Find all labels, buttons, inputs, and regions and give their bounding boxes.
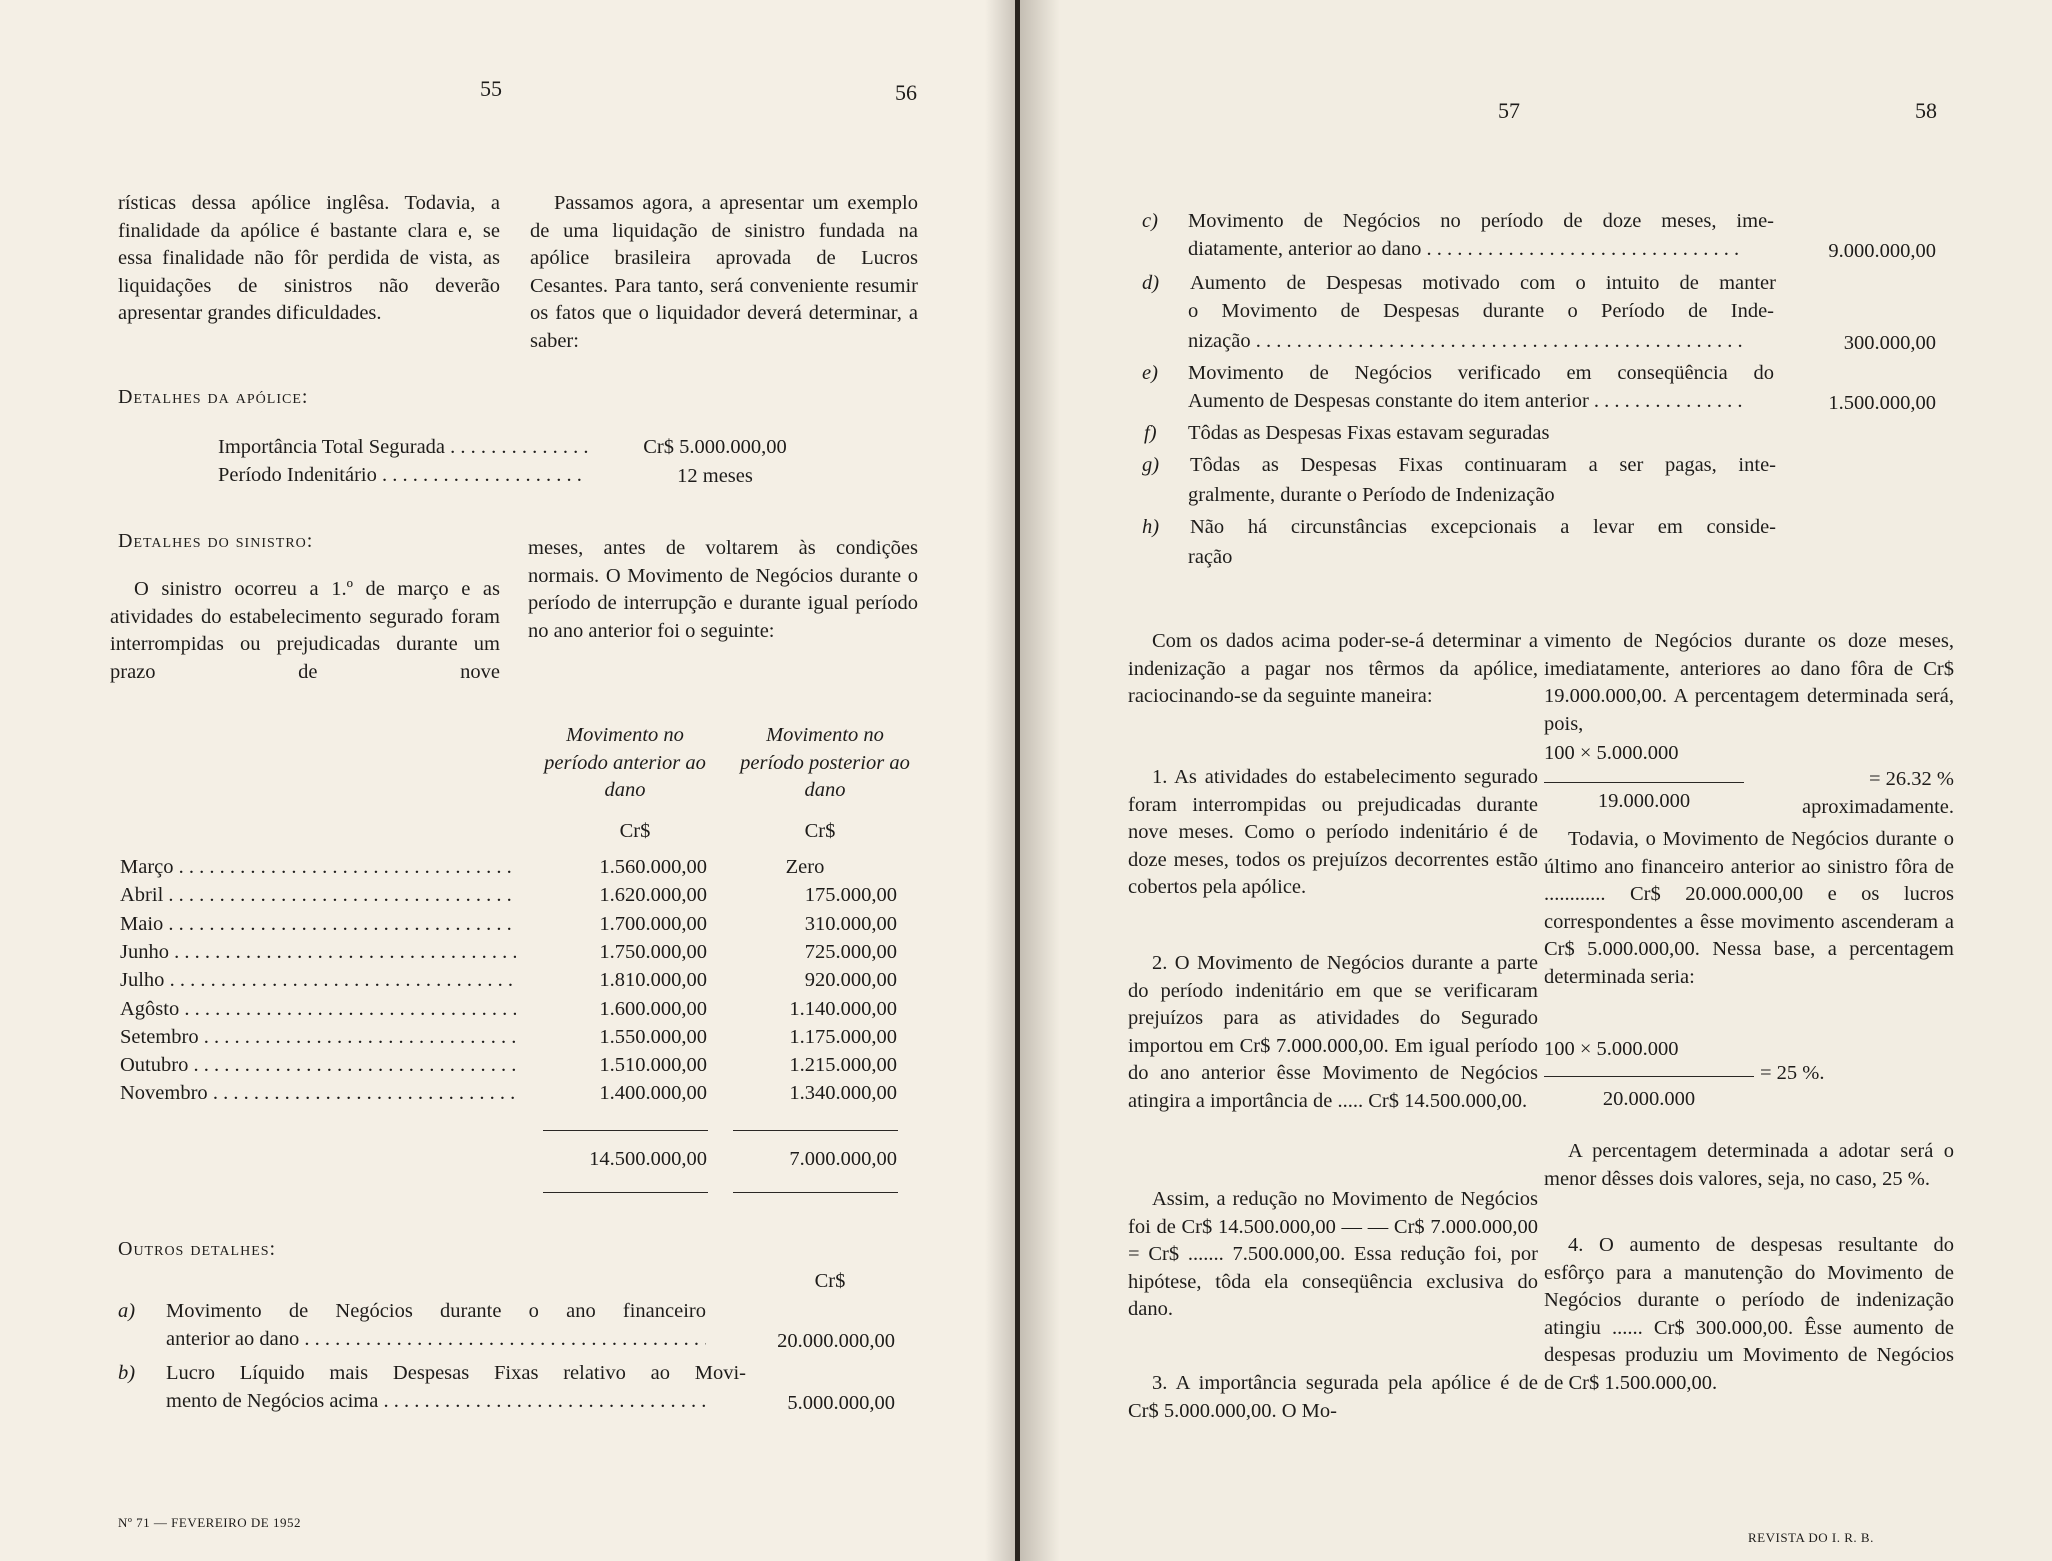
table-row-month: Março . . . xyxy=(120,854,516,881)
table-cell-before: 1.510.000,00 xyxy=(599,1054,707,1076)
item-d-value: 300.000,00 xyxy=(1843,332,1936,354)
item-e-value: 1.500.000,00 xyxy=(1828,392,1936,414)
table-row-month: Setembro . . . xyxy=(120,1024,516,1051)
table-row-month: Maio . . . xyxy=(120,911,516,938)
table-cell-before: 1.700.000,00 xyxy=(599,913,707,935)
table-rule xyxy=(543,1130,708,1131)
table-cell-before: 1.600.000,00 xyxy=(599,998,707,1020)
table-total-after: 7.000.000,00 xyxy=(789,1148,897,1170)
item-d-line2: o Movimento de Despesas durante o Período de Inde- xyxy=(1188,300,1774,322)
other-details-currency: Cr$ xyxy=(814,1270,846,1292)
item-b-line1: Lucro Líquido mais Despesas Fixas relativo ao Movi- xyxy=(166,1362,746,1384)
table-cell-after: 1.340.000,00 xyxy=(789,1082,897,1104)
table-cell-after: 175.000,00 xyxy=(804,884,897,906)
fraction-2-result: = 25 %. xyxy=(1760,1062,1825,1084)
item-e-line2: Aumento de Despesas constante do item anterior . . . xyxy=(1188,388,1744,415)
table-cell-after: Zero xyxy=(785,856,825,878)
fraction-1-denominator: 19.000.000 xyxy=(1597,790,1691,812)
policy-row-label: Importância Total Segurada . . . xyxy=(218,434,588,461)
item-a-line2: anterior ao dano . . . xyxy=(166,1326,706,1353)
claim-column-2: meses, antes de voltarem às condições normais. O Movimento de Negócios durante o período de interrupção e durante igual período no ano anterior foi o seguinte: xyxy=(528,537,918,642)
item-h-line2: ração xyxy=(1188,546,1233,568)
table-header-after: Movimento no período posterior ao dano xyxy=(740,724,910,801)
table-cell-after: 1.175.000,00 xyxy=(789,1026,897,1048)
analysis-col1-p2: 1. As atividades do estabelecimento segurado foram interrompidas ou prejudicadas durante nove meses. Como o período indenitário é de doze meses, todos os prejuízos decorrentes estão cobertos pela apólice. xyxy=(1128,766,1538,898)
left-page xyxy=(0,0,1015,1561)
table-row-month: Junho . . . xyxy=(120,939,516,966)
item-b-letter: b) xyxy=(118,1362,136,1384)
table-rule xyxy=(733,1192,898,1193)
table-cell-before: 1.620.000,00 xyxy=(599,884,707,906)
analysis-col1-p1: Com os dados acima poder-se-á determinar a indenização a pagar nos têrmos da apólice, raciocinando-se da seguinte maneira: xyxy=(1128,630,1538,707)
page-number-57: 57 xyxy=(1498,98,1520,123)
table-currency-before: Cr$ xyxy=(619,820,651,842)
table-cell-after: 1.140.000,00 xyxy=(789,998,897,1020)
item-h-letter: h) xyxy=(1142,516,1160,538)
page-number-58: 58 xyxy=(1915,98,1937,123)
table-rule xyxy=(543,1192,708,1193)
item-e-line1: Movimento de Negócios verificado em conseqüência do xyxy=(1188,362,1774,384)
left-footer: Nº 71 — FEVEREIRO DE 1952 xyxy=(118,1515,301,1530)
analysis-col1-p4: Assim, a redução no Movimento de Negócios foi de Cr$ 14.500.000,00 — — Cr$ 7.000.000,00 = Cr$ ....... 7.500.000,00. Essa redução foi, por hipótese, tôda ela conseqüência exclusiva do dano. xyxy=(1128,1188,1538,1320)
item-a-value: 20.000.000,00 xyxy=(777,1330,895,1352)
fraction-2-denominator: 20.000.000 xyxy=(1602,1088,1696,1110)
table-row-month: Agôsto . . . xyxy=(120,996,516,1023)
intro-column-2: Passamos agora, a apresentar um exemplo de uma liquidação de sinistro fundada na apólice brasileira aprovada de Lucros Cesantes. Para tanto, será conveniente resumir os fatos que o liquidador deverá determinar, a saber: xyxy=(530,192,918,352)
item-h-line1: Não há circunstâncias excepcionais a levar em conside- xyxy=(1190,516,1776,538)
table-cell-after: 310.000,00 xyxy=(804,913,897,935)
analysis-col1-p5: 3. A importância segurada pela apólice é de Cr$ 5.000.000,00. O Mo- xyxy=(1128,1372,1538,1422)
analysis-col2-p4: 4. O aumento de despesas resultante do esfôrço para a manutenção do Movimento de Negócios durante o período de indenização atingiu ...... Cr$ 300.000,00. Êsse aumento de despesas produziu um Movimento de Negócios de Cr$ 1.500.000,00. xyxy=(1544,1234,1954,1394)
table-header-before: Movimento no período anterior ao dano xyxy=(544,724,706,801)
table-rule xyxy=(733,1130,898,1131)
item-g-letter: g) xyxy=(1142,454,1160,476)
item-f-letter: f) xyxy=(1144,422,1157,444)
item-a-letter: a) xyxy=(118,1300,136,1322)
analysis-col2-p2: Todavia, o Movimento de Negócios durante o último ano financeiro anterior ao sinistro fôra de ............ Cr$ 20.000.000,00 e os lucros correspondentes a êsse movimento ascenderam a Cr$ 5.000.000,00. Nessa base, a percentagem determinada seria: xyxy=(1544,828,1954,988)
policy-row-value: Cr$ 5.000.000,00 xyxy=(643,436,787,458)
item-d-line3: nização . . . xyxy=(1188,328,1744,355)
item-g-line1: Tôdas as Despesas Fixas continuaram a ser pagas, inte- xyxy=(1190,454,1776,476)
table-row-month: Julho . . . xyxy=(120,967,516,994)
item-c-line2: diatamente, anterior ao dano . . . xyxy=(1188,236,1744,263)
table-cell-after: 725.000,00 xyxy=(804,941,897,963)
claim-details-heading: Detalhes do sinistro: xyxy=(118,530,314,552)
table-row-month: Novembro . . . xyxy=(120,1080,516,1107)
item-c-line1: Movimento de Negócios no período de doze meses, ime- xyxy=(1188,210,1774,232)
item-d-letter: d) xyxy=(1142,272,1160,294)
table-cell-before: 1.560.000,00 xyxy=(599,856,707,878)
page-number-56: 56 xyxy=(895,80,917,105)
claim-column-1: O sinistro ocorreu a 1.º de março e as atividades do estabelecimento segurado foram interrompidas ou prejudicadas durante um prazo de nove xyxy=(110,578,500,683)
analysis-col1-p3: 2. O Movimento de Negócios durante a parte do período indenitário em que se verificaram prejuízos para as atividades do Segurado importou em Cr$ 7.000.000,00. Em igual período do ano anterior êsse Movimento de Negócios atingira a importância de ..... Cr$ 14.500.000,00. xyxy=(1128,952,1538,1112)
other-details-heading: Outros detalhes: xyxy=(118,1238,277,1260)
table-row-month: Abril . . . xyxy=(120,882,516,909)
table-cell-before: 1.550.000,00 xyxy=(599,1026,707,1048)
page-number-55: 55 xyxy=(480,76,502,101)
item-g-line2: gralmente, durante o Período de Indenização xyxy=(1188,484,1555,506)
policy-row-label: Período Indenitário . . . xyxy=(218,462,588,489)
item-d-line1: Aumento de Despesas motivado com o intuito de manter xyxy=(1190,272,1776,294)
item-e-letter: e) xyxy=(1142,362,1158,384)
fraction-1-bar xyxy=(1544,782,1744,783)
intro-column-1: rísticas dessa apólice inglêsa. Todavia, a finalidade da apólice é bastante clara e, se essa finalidade não fôr perdida de vista, as liquidações de sinistros não deverão apresentar grandes dificuldades. xyxy=(118,192,500,324)
right-footer: REVISTA DO I. R. B. xyxy=(1748,1530,1874,1545)
fraction-2-bar xyxy=(1544,1076,1754,1077)
table-cell-before: 1.810.000,00 xyxy=(599,969,707,991)
table-row-month: Outubro . . . xyxy=(120,1052,516,1079)
fraction-1-numerator: 100 × 5.000.000 xyxy=(1544,742,1679,764)
fraction-2-numerator: 100 × 5.000.000 xyxy=(1544,1038,1679,1060)
table-cell-after: 1.215.000,00 xyxy=(789,1054,897,1076)
table-cell-before: 1.400.000,00 xyxy=(599,1082,707,1104)
table-total-before: 14.500.000,00 xyxy=(589,1148,707,1170)
item-f-line1: Tôdas as Despesas Fixas estavam seguradas xyxy=(1188,422,1550,444)
analysis-col2-p1: vimento de Negócios durante os doze meses, imediatamente, anteriores ao dano fôra de Cr$ 19.000.000,00. A percentagem determinada será, pois, xyxy=(1544,630,1954,735)
policy-row-value: 12 meses xyxy=(677,465,753,487)
item-b-value: 5.000.000,00 xyxy=(787,1392,895,1414)
table-cell-after: 920.000,00 xyxy=(804,969,897,991)
analysis-col2-p3: A percentagem determinada a adotar será o menor dêsses dois valores, seja, no caso, 25 %. xyxy=(1544,1140,1954,1190)
item-a-line1: Movimento de Negócios durante o ano financeiro xyxy=(166,1300,706,1322)
right-page xyxy=(1020,0,2052,1561)
table-cell-before: 1.750.000,00 xyxy=(599,941,707,963)
fraction-1-result: = 26.32 % aproximadamente. xyxy=(1802,768,1954,818)
item-b-line2: mento de Negócios acima . . . xyxy=(166,1388,706,1415)
policy-details-heading: Detalhes da apólice: xyxy=(118,386,309,408)
item-c-value: 9.000.000,00 xyxy=(1828,240,1936,262)
table-currency-after: Cr$ xyxy=(804,820,836,842)
item-c-letter: c) xyxy=(1142,210,1158,232)
